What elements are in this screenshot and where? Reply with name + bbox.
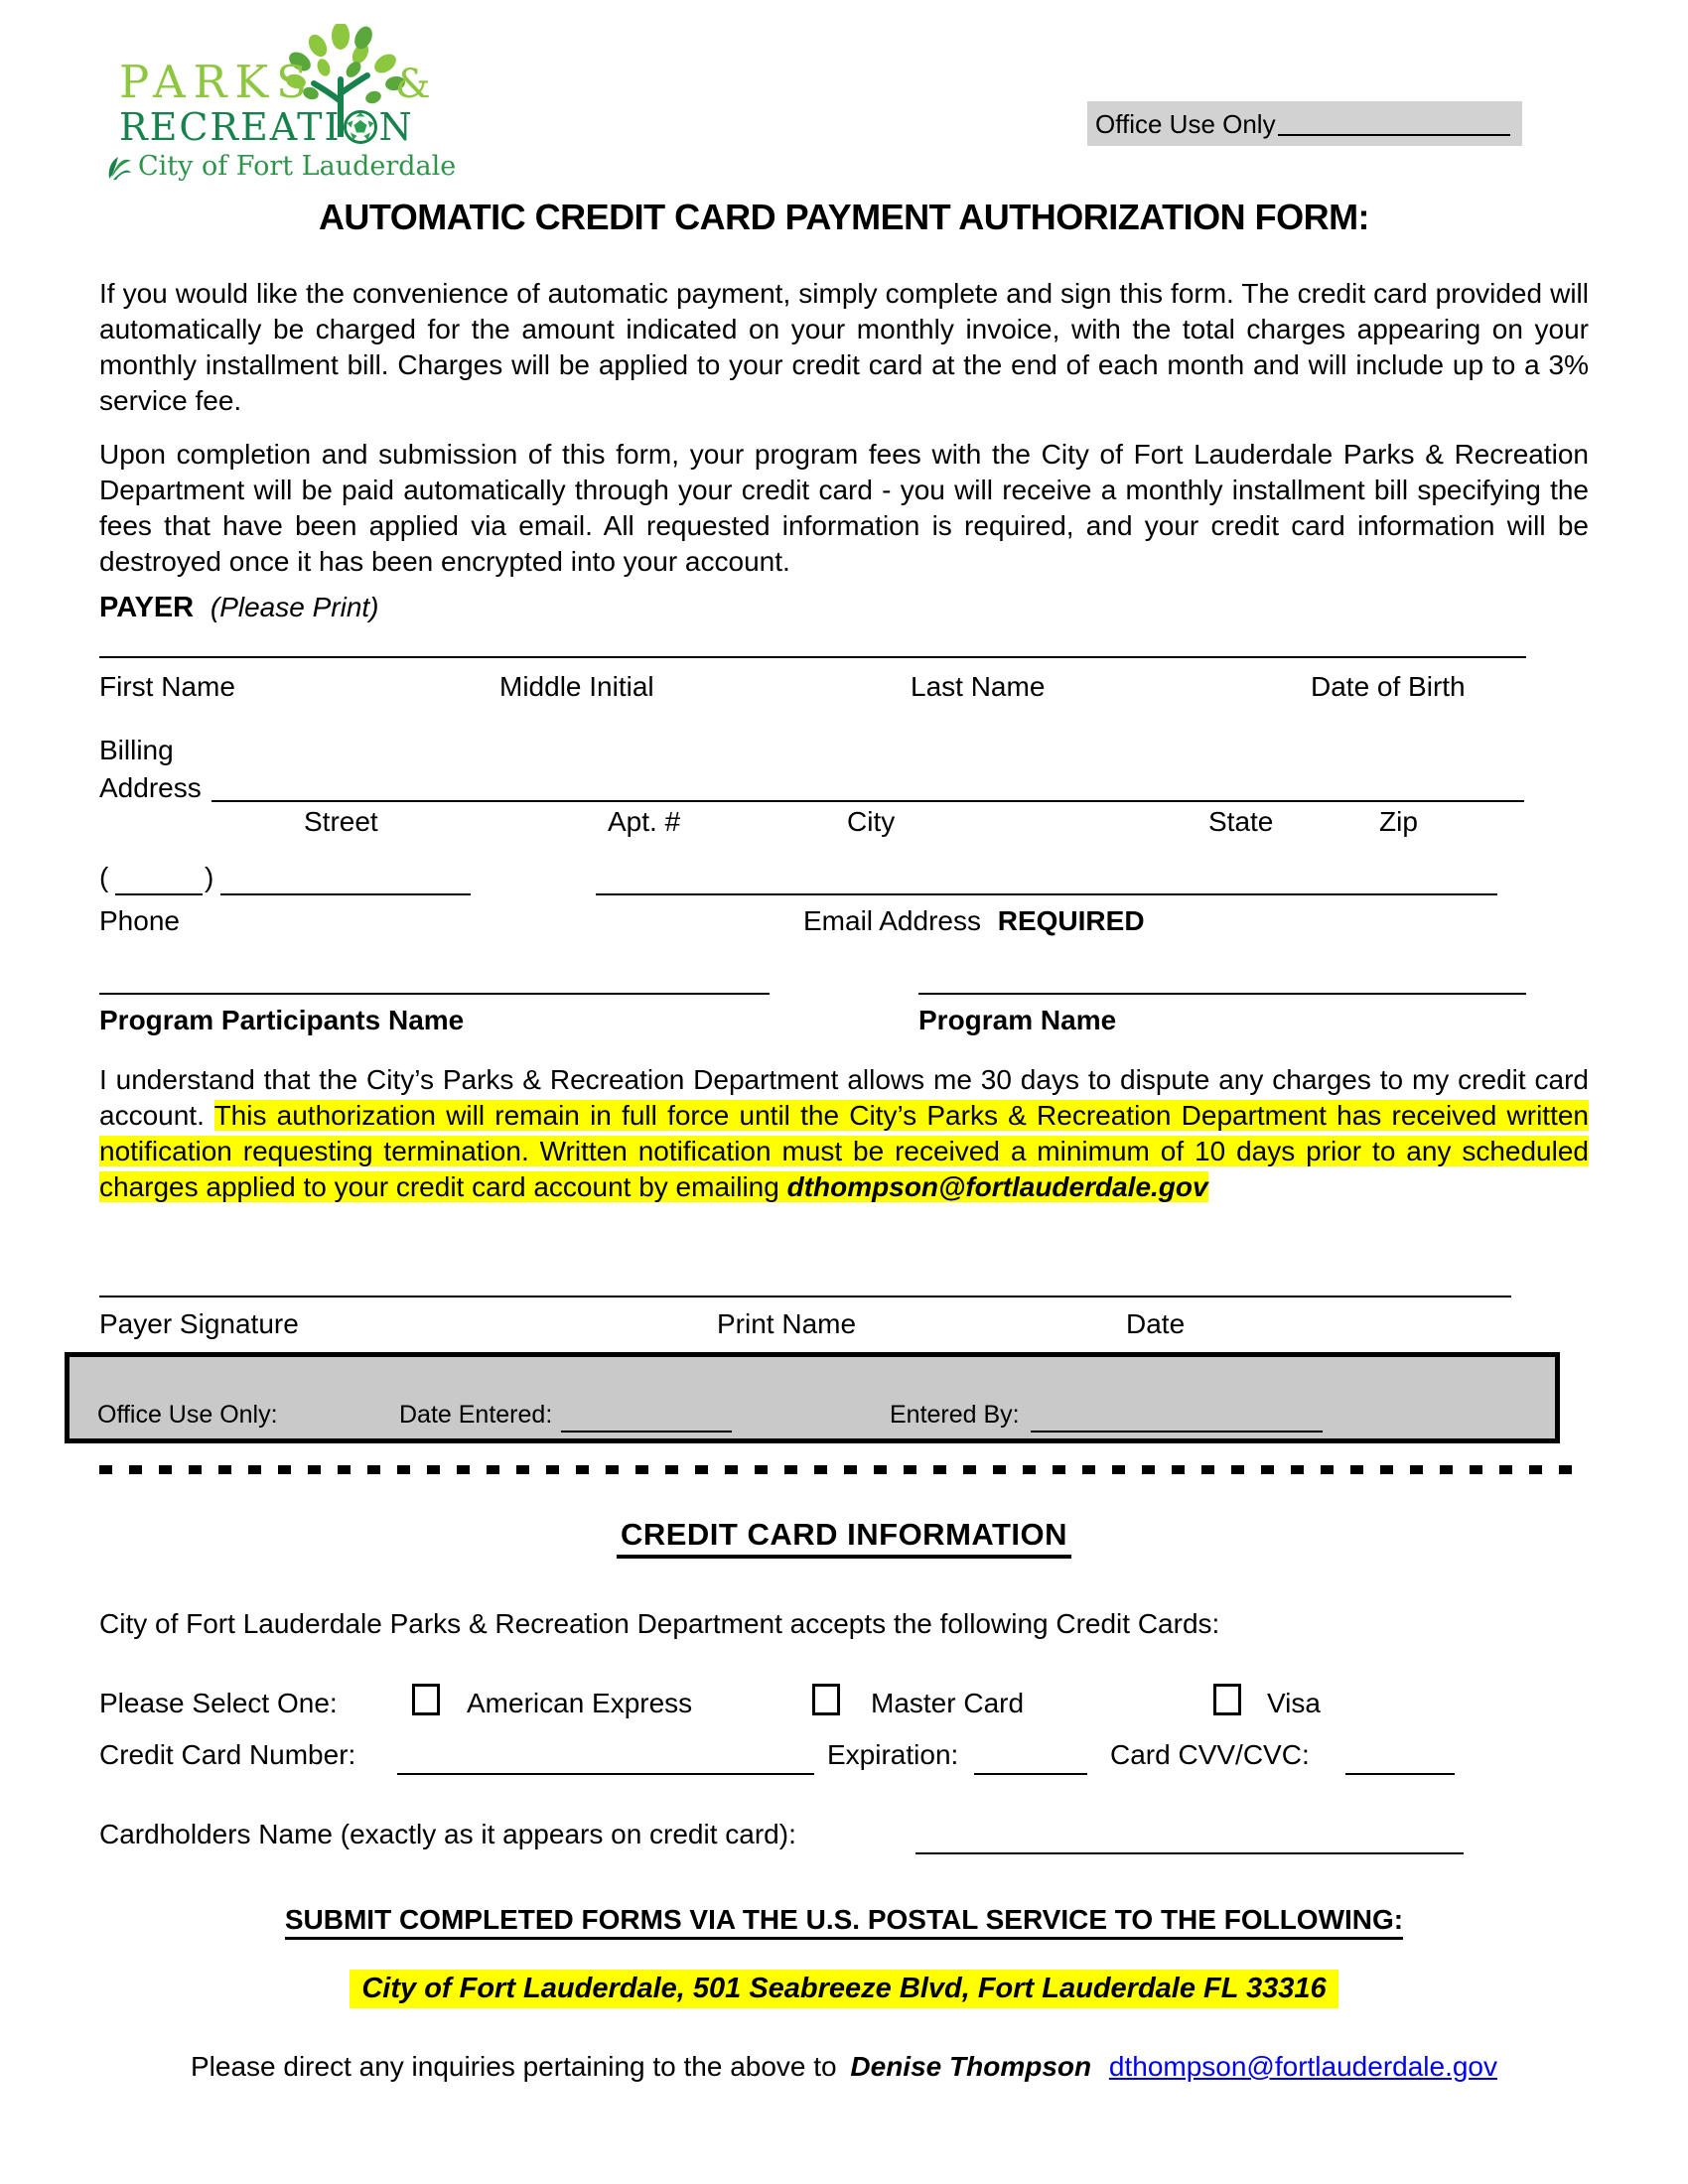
logo-tagline (102, 151, 456, 182)
contact-name: Denise Thompson (850, 2051, 1092, 2082)
phone-open-paren: ( (99, 862, 109, 892)
visa-label: Visa (1267, 1688, 1321, 1718)
date-label: Date (1126, 1308, 1186, 1339)
office-use-only-label: Office Use Only (1095, 109, 1276, 139)
payer-heading-bold: PAYER (99, 592, 195, 623)
logo-ampersand: & (395, 62, 431, 107)
phone-label: Phone (99, 905, 180, 936)
amex-label: American Express (467, 1688, 693, 1718)
entered-by-line[interactable] (1031, 1431, 1323, 1433)
card-number-label: Credit Card Number: (99, 1739, 356, 1770)
program-participants-label: Program Participants Name (99, 1005, 465, 1035)
program-name-label: Program Name (918, 1005, 1117, 1035)
mastercard-label: Master Card (871, 1688, 1025, 1718)
payer-heading-note: (Please Print) (210, 592, 379, 622)
authorization-email-text: dthompson@fortlauderdale.gov (786, 1171, 1208, 1202)
email-address-line[interactable] (596, 893, 1497, 895)
program-participant-line[interactable] (99, 993, 770, 995)
date-of-birth-label: Date of Birth (1311, 671, 1466, 702)
soccer-ball-icon (343, 109, 378, 145)
print-name-label: Print Name (717, 1308, 857, 1339)
page-title: AUTOMATIC CREDIT CARD PAYMENT AUTHORIZATION FORM: (318, 197, 1370, 237)
logo-tagline-text: City of Fort Lauderdale (138, 151, 457, 182)
logo-recreation-part1: RECREATI (119, 105, 342, 149)
email-label-text: Email Address (803, 905, 981, 936)
accepted-cards-text: City of Fort Lauderdale Parks & Recreation Department accepts the following Credit Cards: (99, 1608, 1220, 1639)
payer-section-heading (99, 592, 379, 624)
inquiries-line (0, 2051, 1688, 2083)
city-label: City (847, 806, 896, 837)
date-entered-line[interactable] (561, 1431, 732, 1433)
program-name-line[interactable] (918, 993, 1526, 995)
phone-close-paren: ) (205, 862, 214, 892)
inquiries-prefix-text: Please direct any inquiries pertaining to the above to (190, 2051, 837, 2082)
visa-checkbox[interactable] (1213, 1684, 1241, 1715)
billing-label-line1: Billing (99, 735, 174, 765)
logo-recreation-part2: N (378, 105, 414, 149)
logo-parks-text: PARKS (119, 56, 315, 108)
authorization-normal-text: I understand that the City’s Parks & Recreation Department allows me 30 days to dispute any charges to my credit card account. (99, 1064, 1589, 1131)
email-address-label (803, 905, 1145, 937)
select-one-label: Please Select One: (99, 1688, 338, 1718)
middle-initial-label: Middle Initial (499, 671, 654, 702)
street-label: Street (304, 806, 378, 837)
contact-email-link[interactable]: dthompson@fortlauderdale.gov (1108, 2051, 1498, 2082)
cardholder-name-line[interactable] (915, 1852, 1464, 1854)
intro-paragraph: If you would like the convenience of automatic payment, simply complete and sign this form. The credit card provided will automatically be charged for the amount indicated on your monthly invoice, with the total charges appearing on your monthly installment bill. Charges will be applied to your credit card at the end of each month and will include up to a 3% service fee. (99, 278, 1589, 416)
payer-signature-label: Payer Signature (99, 1308, 299, 1339)
cvv-label: Card CVV/CVC: (1110, 1739, 1310, 1770)
payer-signature-line[interactable] (99, 1296, 1511, 1297)
office-use-only-header (1087, 101, 1522, 146)
expiration-line[interactable] (974, 1773, 1087, 1775)
payer-name-line[interactable] (99, 656, 1526, 658)
entered-by-label: Entered By: (890, 1401, 1020, 1429)
mailing-address-wrap (0, 1970, 1688, 2008)
palm-icon (102, 152, 132, 182)
cvv-line[interactable] (1345, 1773, 1455, 1775)
billing-label-line2: Address (99, 772, 202, 803)
first-name-label: First Name (99, 671, 235, 702)
office-box-label: Office Use Only: (97, 1401, 278, 1429)
submit-heading: SUBMIT COMPLETED FORMS VIA THE U.S. POSTAL SERVICE TO THE FOLLOWING: (285, 1904, 1403, 1940)
authorization-paragraph (99, 1062, 1589, 1205)
email-required-text: REQUIRED (997, 905, 1145, 936)
apt-label: Apt. # (608, 806, 681, 837)
credit-card-heading: CREDIT CARD INFORMATION (617, 1517, 1071, 1559)
card-number-line[interactable] (397, 1773, 814, 1775)
last-name-label: Last Name (911, 671, 1046, 702)
mailing-address: City of Fort Lauderdale, 501 Seabreeze Blvd, Fort Lauderdale FL 33316 (350, 1970, 1337, 2008)
office-use-only-line[interactable] (1278, 134, 1510, 136)
state-label: State (1208, 806, 1274, 837)
terms-paragraph: Upon completion and submission of this form, your program fees with the City of Fort Lauderdale Parks & Recreation Department will be paid automatically through your credit card - you will receive a monthly installment bill specifying the fees that have been applied via email. All requested information is required, and your credit card information will be destroyed once it has been encrypted into your account. (99, 439, 1589, 577)
office-use-box (65, 1352, 1560, 1443)
credit-card-section (0, 1517, 1688, 1559)
submit-section (0, 1904, 1688, 1940)
amex-checkbox[interactable] (412, 1684, 440, 1715)
logo-recreation-text (119, 105, 414, 149)
phone-number-line[interactable] (220, 893, 471, 895)
billing-address-line[interactable] (211, 800, 1524, 802)
expiration-label: Expiration: (827, 1739, 959, 1770)
mastercard-checkbox[interactable] (812, 1684, 840, 1715)
date-entered-label: Date Entered: (399, 1401, 553, 1429)
zip-label: Zip (1379, 806, 1418, 837)
dashed-separator (99, 1465, 1589, 1474)
authorization-highlighted-text: This authorization will remain in full force until the City’s Parks & Recreation Department has received written notification requesting termination. Written notification must be received a minimum of 10 days prior to any scheduled charges applied to your credit card account by emailing (99, 1100, 1589, 1202)
phone-area-code-line[interactable] (115, 893, 203, 895)
cardholder-name-label: Cardholders Name (exactly as it appears on credit card): (99, 1819, 796, 1849)
